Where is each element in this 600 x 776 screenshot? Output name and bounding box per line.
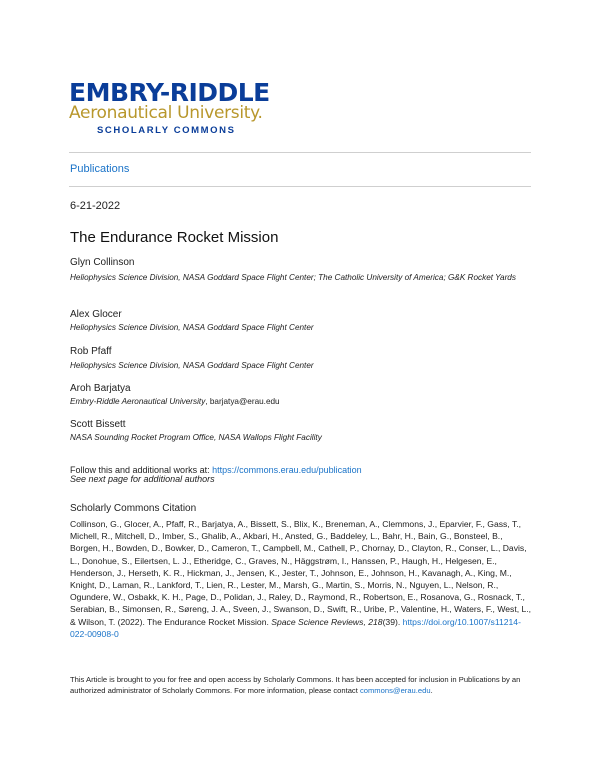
citation-issue: (39).	[382, 616, 403, 627]
author-affiliation: Heliophysics Science Division, NASA Goddard Space Flight Center	[70, 323, 314, 332]
author-email[interactable]: , barjatya@erau.edu	[205, 397, 280, 406]
author-affiliation-line	[70, 396, 280, 408]
access-notice-text: This Article is brought to you for free and open access by Scholarly Commons. It has been accepted for inclusion in Publications by an authorized administrator of Scholarly Commons. For more information, please contact	[70, 675, 521, 695]
author-affiliation: Embry-Riddle Aeronautical University	[70, 397, 206, 406]
author-name: Scott Bissett	[70, 419, 126, 430]
access-notice	[70, 675, 532, 696]
author-name: Rob Pfaff	[70, 346, 112, 357]
author-affiliation: NASA Sounding Rocket Program Office, NASA Wallops Flight Facility	[70, 433, 322, 442]
article-title: The Endurance Rocket Mission	[70, 229, 279, 246]
doi-link[interactable]: https://doi.org/10.1007/s11214-022-00908-0	[70, 616, 521, 639]
access-notice-end: .	[430, 685, 433, 695]
logo-title: EMBRY-RIDDLE	[69, 78, 270, 107]
contact-email-link[interactable]: commons@erau.edu	[359, 685, 431, 695]
logo-subtitle: Aeronautical University.	[69, 103, 263, 123]
see-next-page-note: See next page for additional authors	[70, 474, 215, 484]
citation-body	[70, 518, 532, 640]
divider	[69, 186, 531, 187]
author-name: Glyn Collinson	[70, 257, 135, 268]
author-affiliation: Heliophysics Science Division, NASA Goddard Space Flight Center	[70, 361, 314, 370]
divider	[69, 152, 531, 153]
follow-text: Follow this and additional works at:	[70, 465, 213, 475]
citation-text: Collinson, G., Glocer, A., Pfaff, R., Barjatya, A., Bissett, S., Blix, K., Breneman, A., Clemmons, J., Eparvier, F., Gass, T., Michell, R., Mitchell, D., Imber, S., Ghalib, A., Akbari, H., Ansted, G., Baddeley, L., Bahr, H., Bain, G., Bonsteel, B., Borgen, H., Bowden, D., Bowker, D., Cameron, T., Campbell, M., Cathell, P., Chornay, D., Clayton, R., Conser, L., Davis, L., Donohue, S., Eilertsen, L. J., Etheridge, C., Graves, N., Häggstrøm, I., Hanssen, P., Haugh, H., Helgesen, E., Henderson, J., Herseth, K. R., Hickman, J., Jensen, K., Jester, T., Johnson, E., Johnson, H., Kavanagh, A., King, M., Knight, D., Laman, R., Lankford, T., Lien, R., Lester, M., Marsh, G., Martin, S., Morris, N., Nguyen, L., Nelson, R., Ogundere, W., Osbakk, K. H., Page, D., Polidan, J., Raley, D., Raymond, R., Robertson, E., Rosanova, G., Rosnack, T., Serabian, B., Simonsen, R., Søreng, J. A., Sveen, J., Swanson, D., Swift, R., Uribe, P., Valentine, H., Waters, F., West, L., & Wilson, T. (2022). The Endurance Rocket Mission.	[70, 519, 532, 627]
citation-heading: Scholarly Commons Citation	[70, 503, 197, 514]
author-affiliation: Heliophysics Science Division, NASA Goddard Space Flight Center; The Catholic University of America; G&K Rocket Yards	[70, 273, 516, 282]
collection-link[interactable]: Publications	[70, 163, 130, 175]
author-name: Aroh Barjatya	[70, 383, 131, 394]
citation-journal: Space Science Reviews, 218	[271, 616, 383, 627]
author-name: Alex Glocer	[70, 309, 122, 320]
publication-date: 6-21-2022	[70, 200, 121, 212]
logo-tagline: SCHOLARLY COMMONS	[97, 125, 236, 136]
collection-url-link[interactable]: https://commons.erau.edu/publication	[212, 465, 362, 475]
